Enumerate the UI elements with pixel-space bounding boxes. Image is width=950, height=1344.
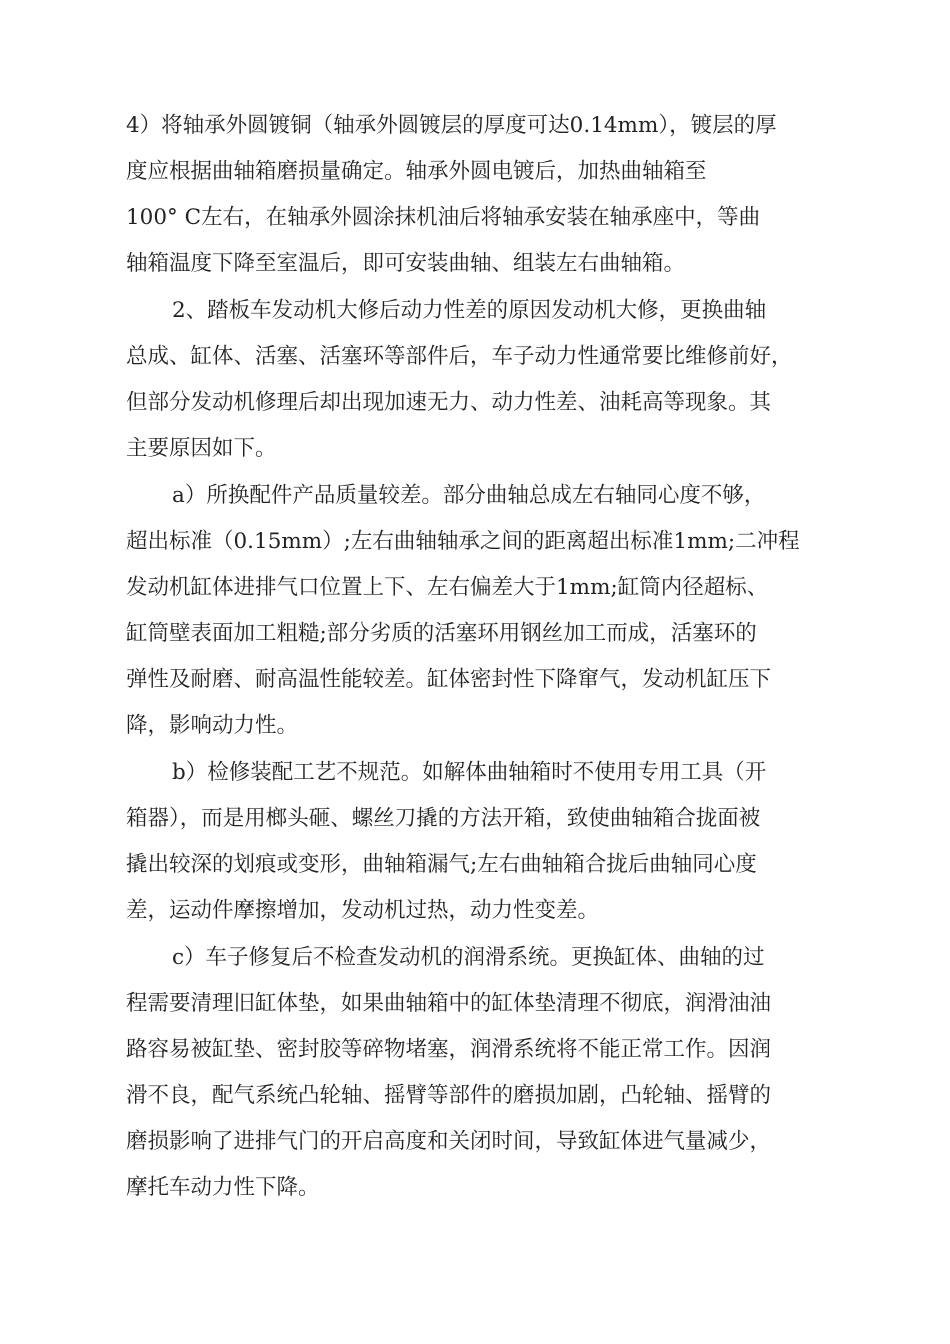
paragraph-4-line-3: 撬出较深的划痕或变形，曲轴箱漏气;左右曲轴箱合拢后曲轴同心度 (126, 852, 757, 877)
paragraph-5-line-6: 摩托车动力性下降。 (126, 1175, 320, 1200)
paragraph-2-line-2: 总成、缸体、活塞、活塞环等部件后，车子动力性通常要比维修前好， (126, 344, 793, 369)
paragraph-1-line-4: 轴箱温度下降至室温后，即可安装曲轴、组装左右曲轴箱。 (126, 251, 686, 276)
paragraph-3-line-3: 发动机缸体进排气口位置上下、左右偏差大于1mm;缸筒内径超标、 (126, 575, 769, 600)
paragraph-4-line-2: 箱器），而是用榔头砸、螺丝刀撬的方法开箱，致使曲轴箱合拢面被 (126, 806, 761, 831)
paragraph-3-line-4: 缸筒壁表面加工粗糙;部分劣质的活塞环用钢丝加工而成，活塞环的 (126, 621, 757, 646)
paragraph-3-line-5: 弹性及耐磨、耐高温性能较差。缸体密封性下降窜气，发动机缸压下 (126, 667, 772, 692)
paragraph-2-line-3: 但部分发动机修理后却出现加速无力、动力性差、油耗高等现象。其 (126, 390, 772, 415)
paragraph-5-line-1: c）车子修复后不检查发动机的润滑系统。更换缸体、曲轴的过 (172, 945, 765, 970)
paragraph-4-line-1: b）检修装配工艺不规范。如解体曲轴箱时不使用专用工具（开 (172, 760, 767, 785)
paragraph-1-line-2: 度应根据曲轴箱磨损量确定。轴承外圆电镀后，加热曲轴箱至 (126, 159, 707, 184)
paragraph-1-line-1: 4）将轴承外圆镀铜（轴承外圆镀层的厚度可达0.14mm），镀层的厚 (126, 113, 777, 138)
paragraph-5-line-2: 程需要清理旧缸体垫，如果曲轴箱中的缸体垫清理不彻底，润滑油油 (126, 991, 772, 1016)
paragraph-3-line-6: 降，影响动力性。 (126, 713, 299, 738)
paragraph-5-line-5: 磨损影响了进排气门的开启高度和关闭时间，导致缸体进气量减少， (126, 1129, 772, 1154)
paragraph-5-line-3: 路容易被缸垫、密封胶等碎物堵塞，润滑系统将不能正常工作。因润 (126, 1037, 772, 1062)
paragraph-2-line-4: 主要原因如下。 (126, 436, 277, 461)
paragraph-2-line-1: 2、踏板车发动机大修后动力性差的原因发动机大修，更换曲轴 (172, 298, 767, 323)
paragraph-3-line-2: 超出标准（0.15mm）;左右曲轴轴承之间的距离超出标准1mm;二冲程 (126, 529, 800, 554)
paragraph-5-line-4: 滑不良，配气系统凸轮轴、摇臂等部件的磨损加剧，凸轮轴、摇臂的 (126, 1083, 772, 1108)
paragraph-4-line-4: 差，运动件摩擦增加，发动机过热，动力性变差。 (126, 898, 600, 923)
paragraph-3-line-1: a）所换配件产品质量较差。部分曲轴总成左右轴同心度不够， (172, 483, 766, 508)
paragraph-1-line-3: 100° C左右，在轴承外圆涂抹机油后将轴承安装在轴承座中，等曲 (126, 205, 761, 230)
